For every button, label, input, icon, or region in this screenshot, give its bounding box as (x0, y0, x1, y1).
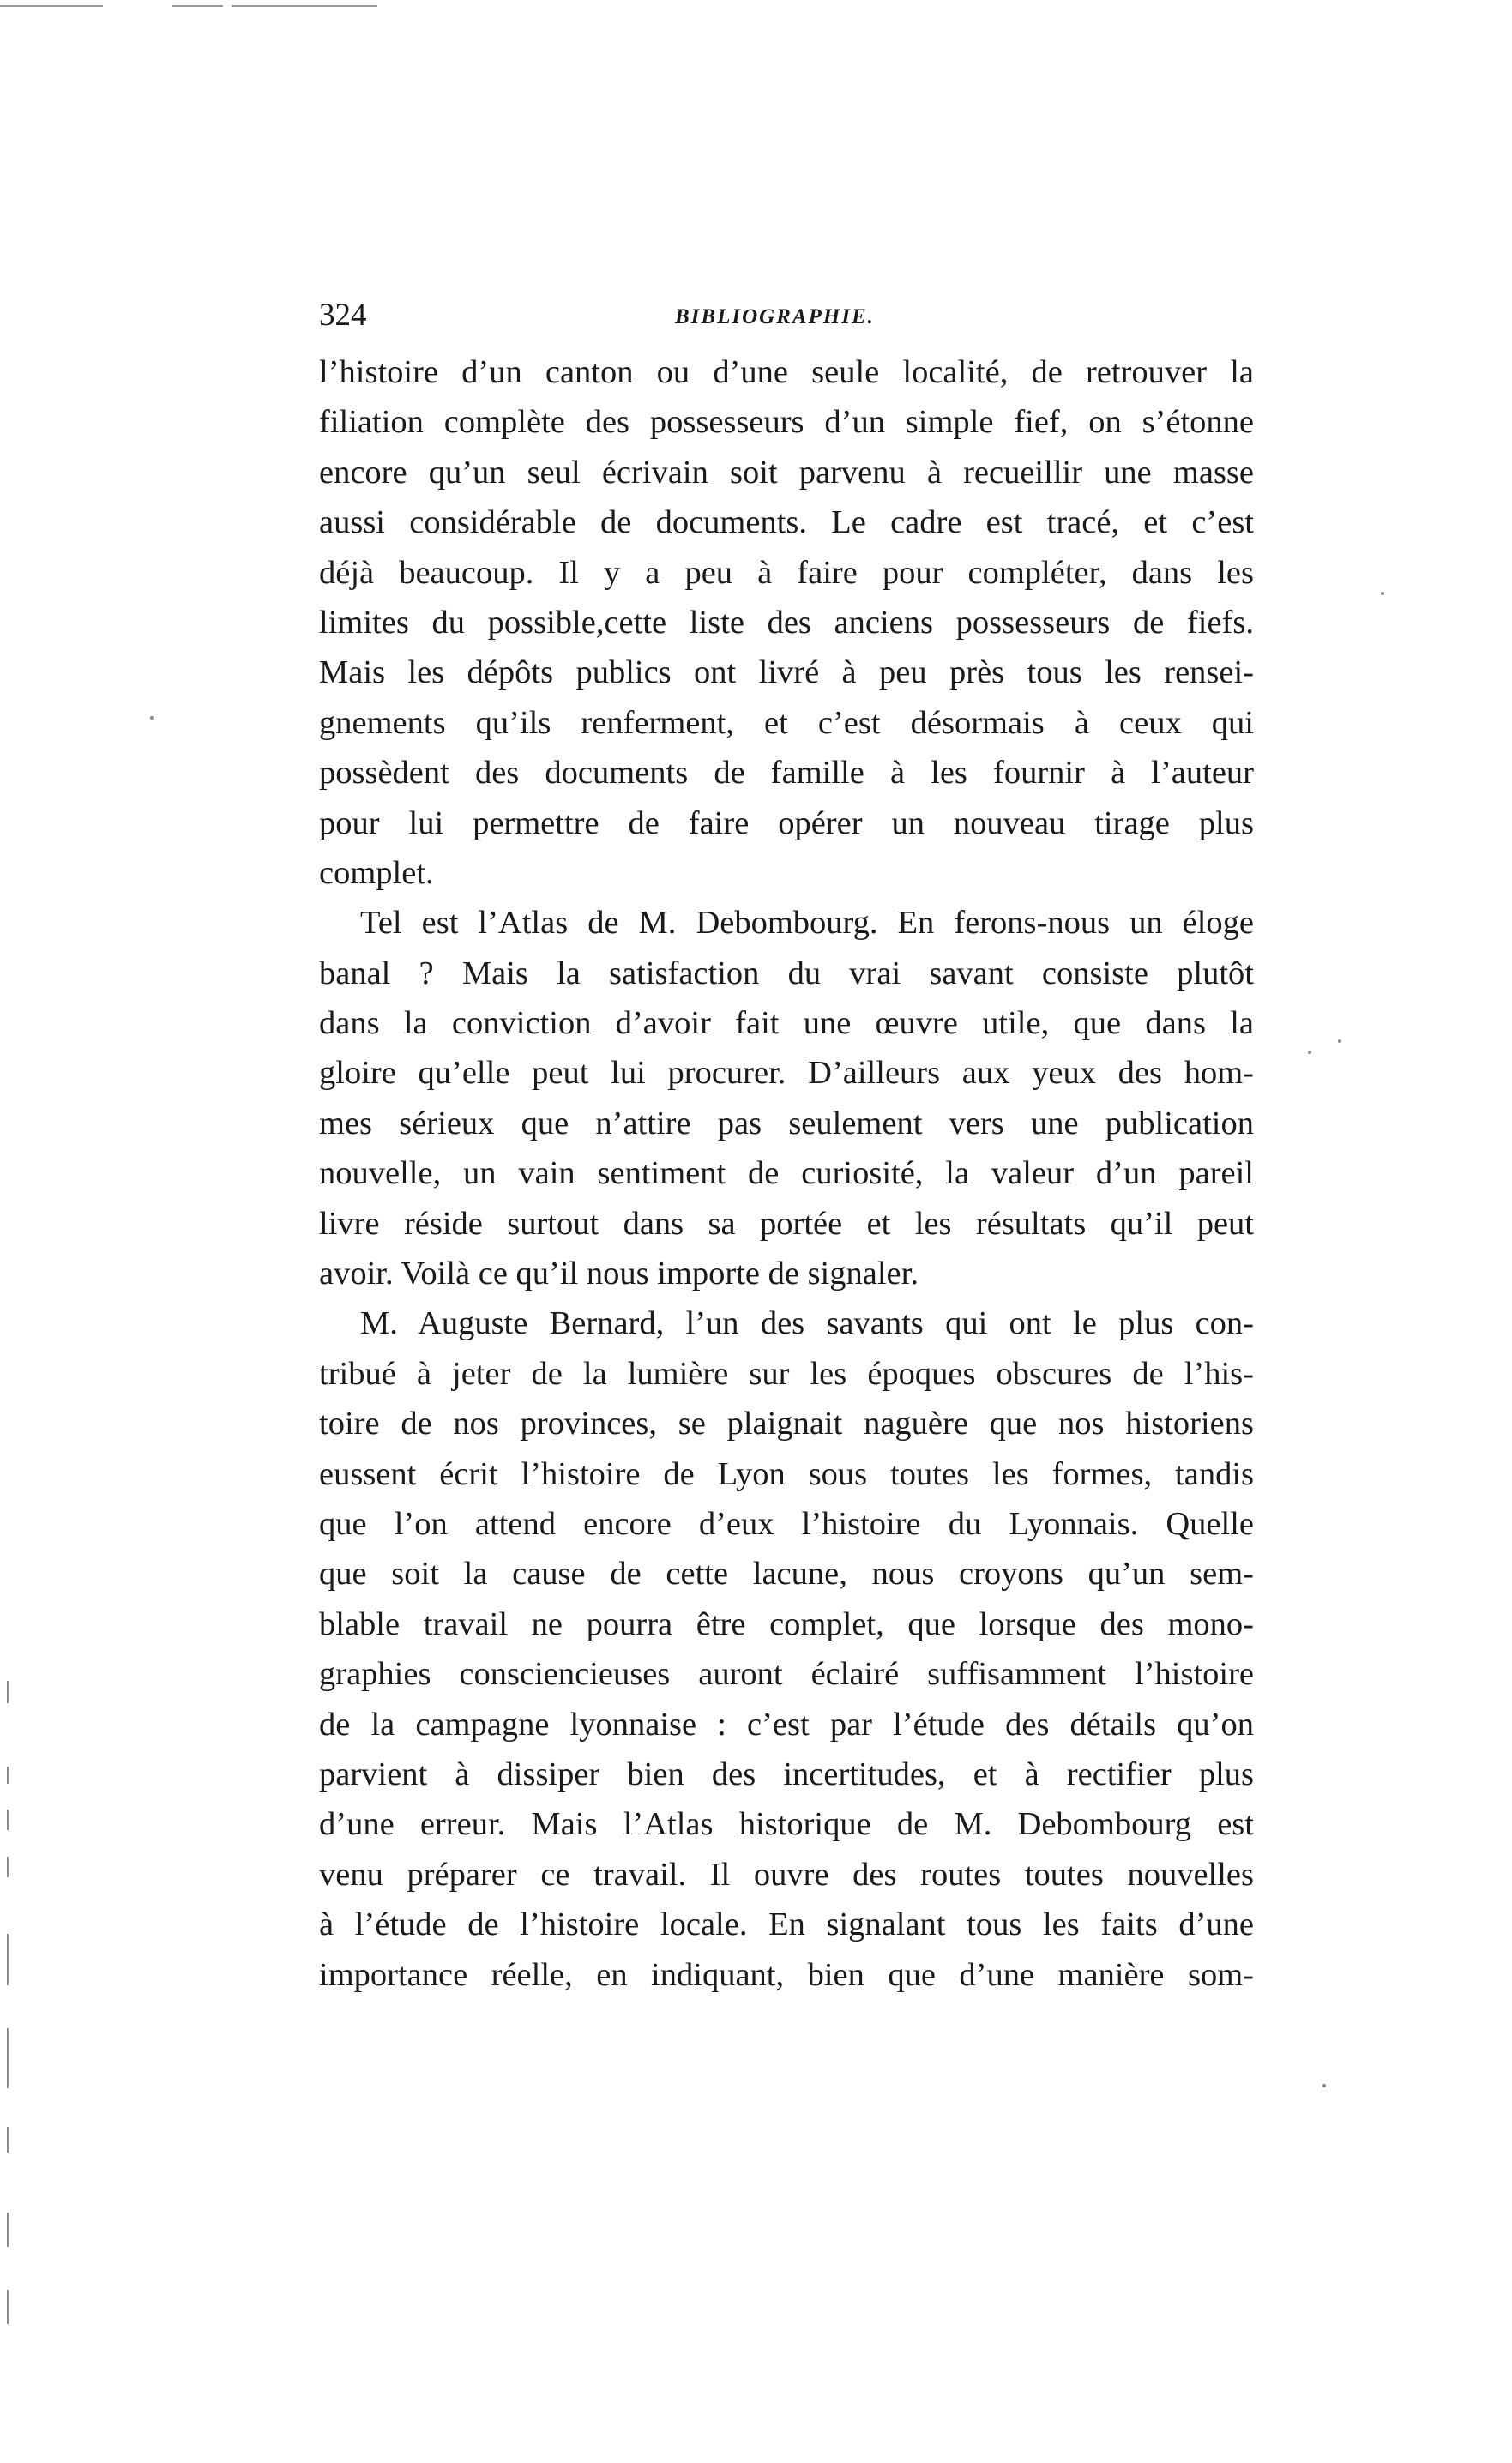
text-line: livre réside surtout dans sa portée et les résultats qu’il peut (319, 1205, 1254, 1242)
text-line: eussent écrit l’histoire de Lyon sous toutes les formes, tandis (319, 1455, 1254, 1492)
text-line: pour lui permettre de faire opérer un nouveau tirage plus (319, 804, 1254, 841)
text-line: nouvelle, un vain sentiment de curiosité, la valeur d’un pareil (319, 1155, 1254, 1192)
scan-artifact-rule (300, 5, 377, 7)
scan-margin-mark (7, 2028, 9, 2088)
scan-margin-mark (7, 1767, 9, 1784)
text-line: parvient à dissiper bien des incertitudes, et à rectifier plus (319, 1755, 1254, 1792)
text-line: venu préparer ce travail. Il ouvre des routes toutes nouvelles (319, 1856, 1254, 1893)
text-line: que l’on attend encore d’eux l’histoire du Lyonnais. Quelle (319, 1505, 1254, 1542)
text-line: Mais les dépôts publics ont livré à peu près tous les rensei- (319, 654, 1254, 691)
text-line: graphies consciencieuses auront éclairé suffisamment l’histoire (319, 1656, 1254, 1693)
text-line: mes sérieux que n’attire pas seulement vers une publication (319, 1105, 1254, 1141)
text-line: complet. (319, 854, 434, 891)
scan-margin-mark (7, 2213, 9, 2247)
text-line: que soit la cause de cette lacune, nous croyons qu’un sem- (319, 1556, 1254, 1593)
scan-speck (1308, 1051, 1311, 1054)
body-text (319, 347, 1254, 2000)
text-line: gnements qu’ils renferment, et c’est désormais à ceux qui (319, 704, 1254, 741)
scan-margin-mark (7, 1681, 9, 1703)
text-line: aussi considérable de documents. Le cadre est tracé, et c’est (319, 504, 1254, 541)
text-line: encore qu’un seul écrivain soit parvenu à recueillir une masse (319, 454, 1254, 491)
scan-artifact-rule (172, 5, 223, 7)
text-line: toire de nos provinces, se plaignait naguère que nos historiens (319, 1406, 1254, 1442)
page-header (319, 290, 1254, 341)
text-line: à l’étude de l’histoire locale. En signalant tous les faits d’une (319, 1906, 1254, 1943)
text-line: Tel est l’Atlas de M. Debombourg. En ferons-nous un éloge (360, 905, 1254, 942)
scan-margin-mark (7, 2290, 9, 2324)
scan-speck (1338, 1039, 1341, 1043)
scan-speck (1381, 592, 1384, 595)
scan-margin-mark (7, 1810, 9, 1830)
text-line: blable travail ne pourra être complet, que lorsque des mono- (319, 1605, 1254, 1642)
running-head: BIBLIOGRAPHIE. (675, 305, 875, 328)
text-line: filiation complète des possesseurs d’un simple fief, on s’étonne (319, 404, 1254, 441)
text-line: tribué à jeter de la lumière sur les époques obscures de l’his- (319, 1355, 1254, 1392)
scan-artifact-rule (0, 5, 103, 7)
page-number: 324 (319, 298, 367, 333)
text-line: dans la conviction d’avoir fait une œuvre utile, que dans la (319, 1005, 1254, 1042)
scan-speck (150, 716, 154, 720)
scan-margin-mark (7, 1934, 9, 1985)
text-line: de la campagne lyonnaise : c’est par l’étude des détails qu’on (319, 1706, 1254, 1743)
text-line: d’une erreur. Mais l’Atlas historique de M. Debombourg est (319, 1806, 1254, 1843)
text-line: l’histoire d’un canton ou d’une seule localité, de retrouver la (319, 354, 1254, 390)
text-line: gloire qu’elle peut lui procurer. D’ailleurs aux yeux des hom- (319, 1055, 1254, 1092)
text-line: limites du possible,cette liste des anciens possesseurs de fiefs. (319, 604, 1254, 641)
scan-margin-mark (7, 2127, 9, 2153)
text-line: banal ? Mais la satisfaction du vrai savant consiste plutôt (319, 954, 1254, 991)
text-line: possèdent des documents de famille à les fournir à l’auteur (319, 755, 1254, 792)
text-line: déjà beaucoup. Il y a peu à faire pour compléter, dans les (319, 554, 1254, 591)
text-line: avoir. Voilà ce qu’il nous importe de signaler. (319, 1256, 919, 1292)
text-line: importance réelle, en indiquant, bien que d’une manière som- (319, 1956, 1254, 1993)
text-line: M. Auguste Bernard, l’un des savants qui ont le plus con- (360, 1305, 1254, 1342)
scan-margin-mark (7, 1857, 9, 1877)
scan-speck (1322, 2084, 1326, 2087)
